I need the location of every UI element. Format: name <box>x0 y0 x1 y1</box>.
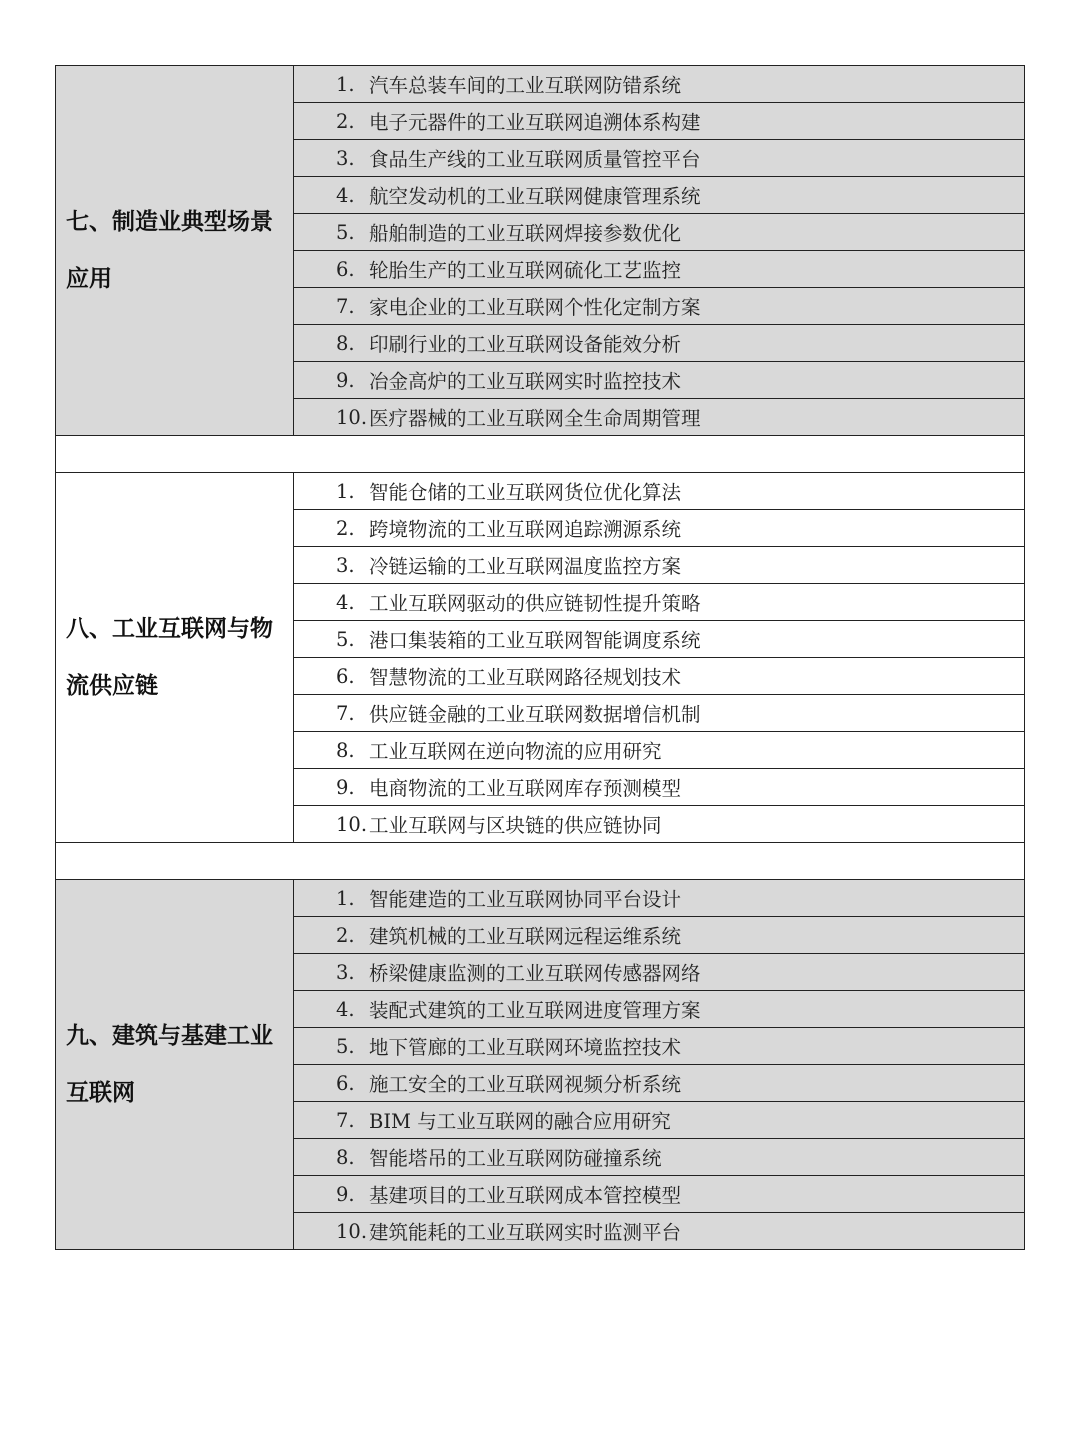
section-heading: 八、工业互联网与物流供应链 <box>66 615 273 699</box>
topic-number: 2. <box>336 109 355 133</box>
topic-title: 智慧物流的工业互联网路径规划技术 <box>369 666 682 689</box>
topic-row <box>294 66 1025 103</box>
topic-row <box>294 1065 1025 1102</box>
topic-title: BIM 与工业互联网的融合应用研究 <box>369 1110 671 1133</box>
spacer-row <box>56 436 1025 473</box>
topic-title: 桥梁健康监测的工业互联网传感器网络 <box>369 962 701 985</box>
topic-number: 9. <box>336 1182 355 1206</box>
topic-number: 3. <box>336 146 355 170</box>
section-heading: 七、制造业典型场景应用 <box>66 208 273 292</box>
topic-title: 智能建造的工业互联网协同平台设计 <box>369 888 682 911</box>
topic-number: 3. <box>336 553 355 577</box>
topic-title: 冷链运输的工业互联网温度监控方案 <box>369 555 682 578</box>
topic-row <box>294 325 1025 362</box>
topic-number: 9. <box>336 775 355 799</box>
topic-number: 3. <box>336 960 355 984</box>
topic-title: 轮胎生产的工业互联网硫化工艺监控 <box>369 259 682 282</box>
spacer-row <box>56 843 1025 880</box>
topic-number: 1. <box>336 886 355 910</box>
topic-row <box>294 251 1025 288</box>
topic-number: 5. <box>336 627 355 651</box>
topic-title: 汽车总装车间的工业互联网防错系统 <box>369 74 682 97</box>
topic-number: 7. <box>336 1108 355 1132</box>
topic-table <box>55 65 1025 1250</box>
topic-list <box>294 880 1025 1250</box>
topic-row <box>294 991 1025 1028</box>
topic-row <box>294 584 1025 621</box>
topic-title: 船舶制造的工业互联网焊接参数优化 <box>369 222 682 245</box>
topic-row <box>294 1102 1025 1139</box>
topic-title: 智能仓储的工业互联网货位优化算法 <box>369 481 682 504</box>
topic-row <box>294 1139 1025 1176</box>
topic-list <box>294 473 1025 843</box>
topic-row <box>294 103 1025 140</box>
topic-title: 地下管廊的工业互联网环境监控技术 <box>369 1036 682 1059</box>
topic-number: 10. <box>336 1219 368 1243</box>
topic-row <box>294 621 1025 658</box>
topic-row <box>294 473 1025 510</box>
topic-number: 5. <box>336 1034 355 1058</box>
topic-number: 4. <box>336 997 355 1021</box>
topic-number: 6. <box>336 664 355 688</box>
topic-title: 电子元器件的工业互联网追溯体系构建 <box>369 111 701 134</box>
topic-number: 10. <box>336 812 368 836</box>
topic-title: 电商物流的工业互联网库存预测模型 <box>369 777 682 800</box>
topic-number: 2. <box>336 923 355 947</box>
topic-number: 4. <box>336 590 355 614</box>
topic-title: 基建项目的工业互联网成本管控模型 <box>369 1184 682 1207</box>
section-heading-cell <box>56 66 294 436</box>
topic-title: 工业互联网与区块链的供应链协同 <box>369 814 662 837</box>
topic-row <box>294 917 1025 954</box>
topic-title: 食品生产线的工业互联网质量管控平台 <box>369 148 701 171</box>
topic-row <box>294 769 1025 806</box>
topic-title: 建筑能耗的工业互联网实时监测平台 <box>369 1221 682 1244</box>
section-heading: 九、建筑与基建工业互联网 <box>66 1022 273 1106</box>
topic-number: 7. <box>336 701 355 725</box>
topic-title: 智能塔吊的工业互联网防碰撞系统 <box>369 1147 662 1170</box>
topic-title: 港口集装箱的工业互联网智能调度系统 <box>369 629 701 652</box>
topic-row <box>294 140 1025 177</box>
topic-title: 工业互联网在逆向物流的应用研究 <box>369 740 662 763</box>
topic-row <box>294 806 1025 843</box>
section-manufacturing <box>56 66 1025 436</box>
topic-number: 4. <box>336 183 355 207</box>
topic-number: 8. <box>336 1145 355 1169</box>
topic-row <box>294 547 1025 584</box>
topic-number: 10. <box>336 405 368 429</box>
topic-number: 6. <box>336 1071 355 1095</box>
topic-title: 工业互联网驱动的供应链韧性提升策略 <box>369 592 701 615</box>
topic-title: 航空发动机的工业互联网健康管理系统 <box>369 185 701 208</box>
topic-row <box>294 177 1025 214</box>
topic-number: 9. <box>336 368 355 392</box>
topic-number: 5. <box>336 220 355 244</box>
topic-title: 印刷行业的工业互联网设备能效分析 <box>369 333 682 356</box>
topic-number: 2. <box>336 516 355 540</box>
topic-title: 施工安全的工业互联网视频分析系统 <box>369 1073 682 1096</box>
topic-row <box>294 362 1025 399</box>
topic-number: 1. <box>336 479 355 503</box>
topic-title: 冶金高炉的工业互联网实时监控技术 <box>369 370 682 393</box>
topic-title: 家电企业的工业互联网个性化定制方案 <box>369 296 701 319</box>
topic-title: 供应链金融的工业互联网数据增信机制 <box>369 703 701 726</box>
topic-number: 8. <box>336 331 355 355</box>
topic-row <box>294 695 1025 732</box>
topic-title: 跨境物流的工业互联网追踪溯源系统 <box>369 518 682 541</box>
topic-row <box>294 214 1025 251</box>
topic-title: 装配式建筑的工业互联网进度管理方案 <box>369 999 701 1022</box>
topic-row <box>294 288 1025 325</box>
topic-number: 7. <box>336 294 355 318</box>
section-heading-cell <box>56 880 294 1250</box>
section-heading-cell <box>56 473 294 843</box>
topic-number: 8. <box>336 738 355 762</box>
topic-row <box>294 954 1025 991</box>
topic-row <box>294 1176 1025 1213</box>
topic-list <box>294 66 1025 436</box>
topic-row <box>294 1213 1025 1250</box>
topic-row <box>294 732 1025 769</box>
topic-row <box>294 399 1025 436</box>
topic-number: 6. <box>336 257 355 281</box>
topic-number: 1. <box>336 72 355 96</box>
topic-row <box>294 1028 1025 1065</box>
topic-row <box>294 510 1025 547</box>
topic-row <box>294 880 1025 917</box>
topic-title: 建筑机械的工业互联网远程运维系统 <box>369 925 682 948</box>
topic-row <box>294 658 1025 695</box>
topic-title: 医疗器械的工业互联网全生命周期管理 <box>369 407 701 430</box>
section-construction <box>56 880 1025 1250</box>
section-logistics <box>56 473 1025 843</box>
